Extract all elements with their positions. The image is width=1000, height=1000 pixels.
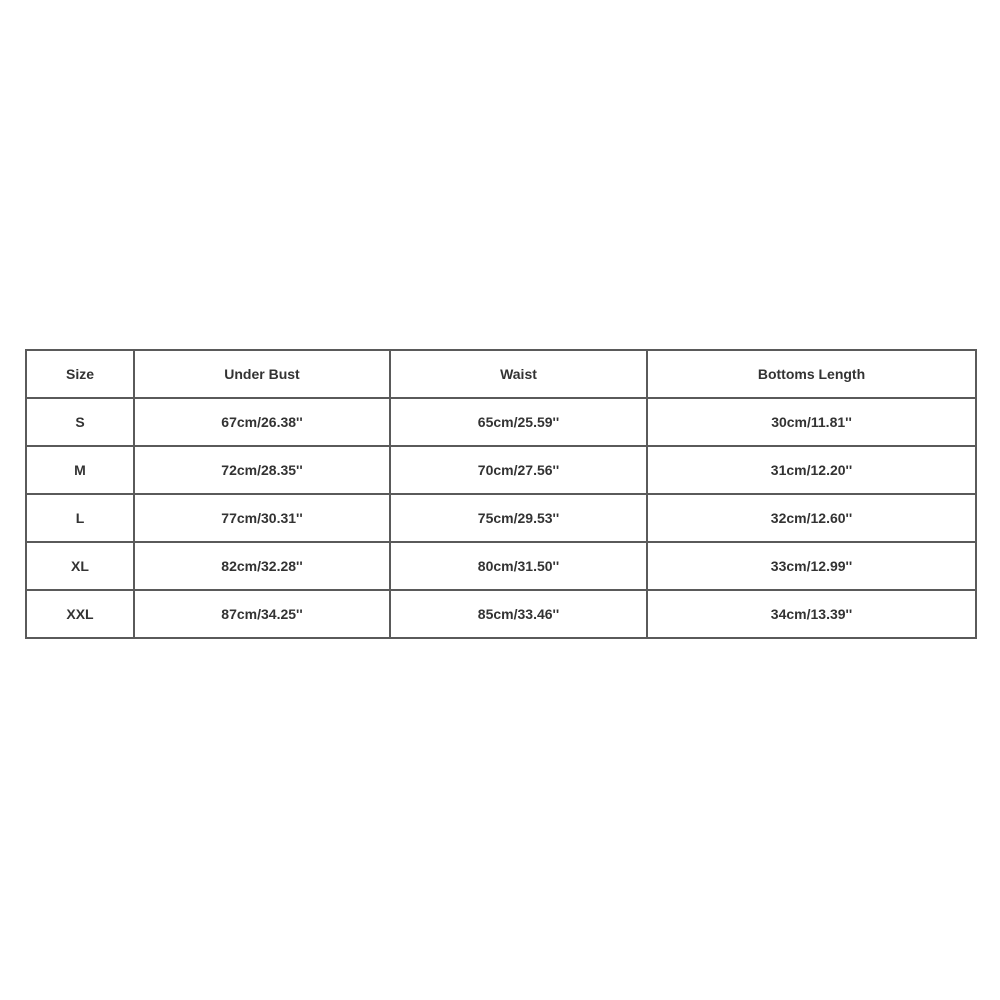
bottoms-length-cell: 32cm/12.60'' xyxy=(647,494,976,542)
size-cell: S xyxy=(26,398,134,446)
header-under-bust: Under Bust xyxy=(134,350,390,398)
table-row xyxy=(26,398,976,446)
table-row xyxy=(26,446,976,494)
bottoms-length-cell: 34cm/13.39'' xyxy=(647,590,976,638)
under-bust-cell: 87cm/34.25'' xyxy=(134,590,390,638)
table-row xyxy=(26,590,976,638)
size-cell: L xyxy=(26,494,134,542)
size-cell: XXL xyxy=(26,590,134,638)
under-bust-cell: 77cm/30.31'' xyxy=(134,494,390,542)
bottoms-length-cell: 33cm/12.99'' xyxy=(647,542,976,590)
header-row xyxy=(26,350,976,398)
waist-cell: 80cm/31.50'' xyxy=(390,542,647,590)
waist-cell: 70cm/27.56'' xyxy=(390,446,647,494)
table-row xyxy=(26,542,976,590)
size-cell: M xyxy=(26,446,134,494)
table-row xyxy=(26,494,976,542)
waist-cell: 65cm/25.59'' xyxy=(390,398,647,446)
size-cell: XL xyxy=(26,542,134,590)
under-bust-cell: 72cm/28.35'' xyxy=(134,446,390,494)
under-bust-cell: 67cm/26.38'' xyxy=(134,398,390,446)
size-chart-table xyxy=(25,349,977,639)
bottoms-length-cell: 31cm/12.20'' xyxy=(647,446,976,494)
waist-cell: 85cm/33.46'' xyxy=(390,590,647,638)
header-size: Size xyxy=(26,350,134,398)
bottoms-length-cell: 30cm/11.81'' xyxy=(647,398,976,446)
waist-cell: 75cm/29.53'' xyxy=(390,494,647,542)
under-bust-cell: 82cm/32.28'' xyxy=(134,542,390,590)
header-waist: Waist xyxy=(390,350,647,398)
header-bottoms-length: Bottoms Length xyxy=(647,350,976,398)
